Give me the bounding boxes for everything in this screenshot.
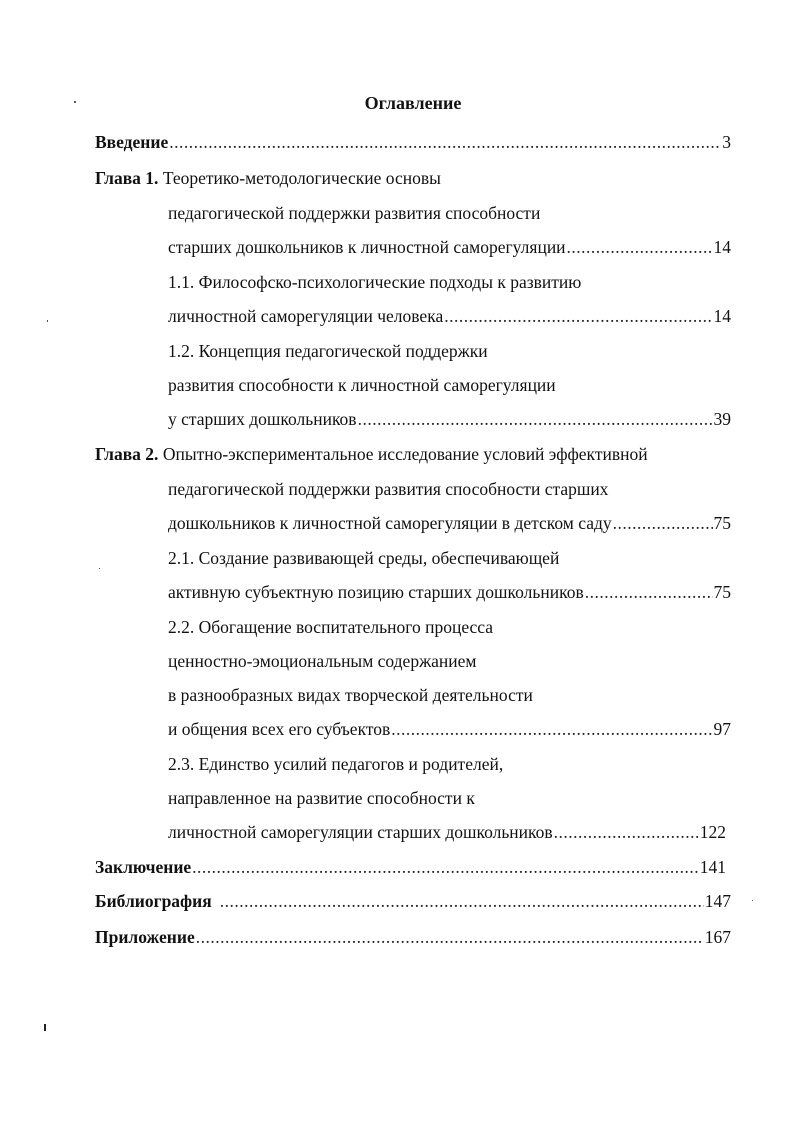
toc-s1-1-line1: 1.1. Философско-психологические подходы к развитию: [168, 272, 582, 292]
toc-s2-2-line4: и общения всех его субъектов: [168, 719, 391, 739]
toc-entry-s1-1: [168, 304, 731, 328]
scan-speck: [752, 900, 753, 901]
scan-speck: [99, 568, 100, 569]
toc-s1-2-line1: 1.2. Концепция педагогической поддержки: [168, 341, 488, 361]
toc-s2-3-line1: 2.3. Единство усилий педагогов и родителей,: [168, 754, 504, 774]
toc-entry-conclusion: [95, 855, 726, 879]
toc-s2-1-line2: активную субъектную позицию старших дошкольников: [168, 582, 584, 602]
toc-s1-2-line3: у старших дошкольников: [168, 409, 357, 429]
toc-chapter1-line3: старших дошкольников к личностной саморегуляции: [168, 237, 566, 257]
toc-s2-2-line1: 2.2. Обогащение воспитательного процесса: [168, 617, 494, 637]
toc-leader-dots: [220, 889, 704, 913]
toc-intro-page: 3: [722, 132, 731, 152]
scan-speck: [74, 101, 76, 103]
toc-chapter2-label: Глава 2.: [95, 444, 159, 464]
toc-leader-dots: [567, 235, 713, 259]
toc-chapter2-page: 75: [713, 513, 731, 533]
toc-leader-dots: [196, 925, 704, 949]
toc-appendix-label: Приложение: [95, 927, 195, 947]
toc-chapter1-page: 14: [713, 237, 731, 257]
toc-entry-chapter2: [168, 511, 731, 535]
toc-entry-s1-2: [168, 407, 731, 431]
toc-entry-s2-1: [168, 580, 731, 604]
toc-s2-1-line1: 2.1. Создание развивающей среды, обеспечивающей: [168, 548, 560, 568]
toc-chapter2-heading: [95, 442, 648, 466]
scan-speck: [47, 320, 48, 322]
toc-s1-1-page: 14: [713, 306, 731, 326]
toc-s2-3-line2: направленное на развитие способности к: [168, 788, 475, 808]
toc-s2-2-line2: ценностно-эмоциональным содержанием: [168, 651, 477, 671]
toc-chapter1-label: Глава 1.: [95, 168, 159, 188]
toc-chapter2-line1: Опытно-экспериментальное исследование условий эффективной: [162, 444, 648, 464]
toc-s2-2-page: 97: [713, 719, 731, 739]
scan-speck: [44, 1024, 46, 1031]
toc-leader-dots: [554, 820, 699, 844]
toc-chapter2-line3: дошкольников к личностной саморегуляции в детском саду: [168, 513, 612, 533]
toc-conclusion-page: 141: [699, 857, 726, 877]
toc-entry-s2-2: [168, 717, 731, 741]
toc-chapter1-line1: Теоретико-методологические основы: [162, 168, 441, 188]
toc-chapter1-line2: педагогической поддержки развития способности: [168, 203, 541, 223]
toc-entry-bibliography: [95, 889, 731, 913]
toc-chapter2-line2: педагогической поддержки развития способности старших: [168, 479, 609, 499]
toc-appendix-page: 167: [704, 927, 731, 947]
page-title: Оглавление: [364, 93, 462, 113]
toc-entry-s2-3: [168, 820, 726, 844]
toc-s1-1-line2: личностной саморегуляции человека: [168, 306, 444, 326]
toc-s2-3-page: 122: [699, 822, 726, 842]
toc-entry-chapter1: [168, 235, 731, 259]
toc-leader-dots: [444, 304, 712, 328]
toc-conclusion-label: Заключение: [95, 857, 192, 877]
toc-s2-1-page: 75: [713, 582, 731, 602]
toc-s2-3-line3: личностной саморегуляции старших дошкольников: [168, 822, 553, 842]
toc-intro-label: Введение: [95, 132, 169, 152]
toc-entry-appendix: [95, 925, 731, 949]
toc-leader-dots: [358, 407, 713, 431]
toc-leader-dots: [613, 511, 713, 535]
toc-entry-intro: [95, 130, 731, 154]
toc-leader-dots: [391, 717, 712, 741]
toc-chapter1-heading: [95, 166, 441, 190]
toc-s1-2-line2: развития способности к личностной саморегуляции: [168, 375, 556, 395]
toc-leader-dots: [192, 855, 699, 879]
toc-leader-dots: [169, 130, 721, 154]
toc-s2-2-line3: в разнообразных видах творческой деятельности: [168, 685, 533, 705]
toc-bibliography-label: Библиография: [95, 891, 212, 911]
toc-bibliography-page: 147: [704, 891, 731, 911]
toc-s1-2-page: 39: [713, 409, 731, 429]
toc-leader-dots: [585, 580, 713, 604]
